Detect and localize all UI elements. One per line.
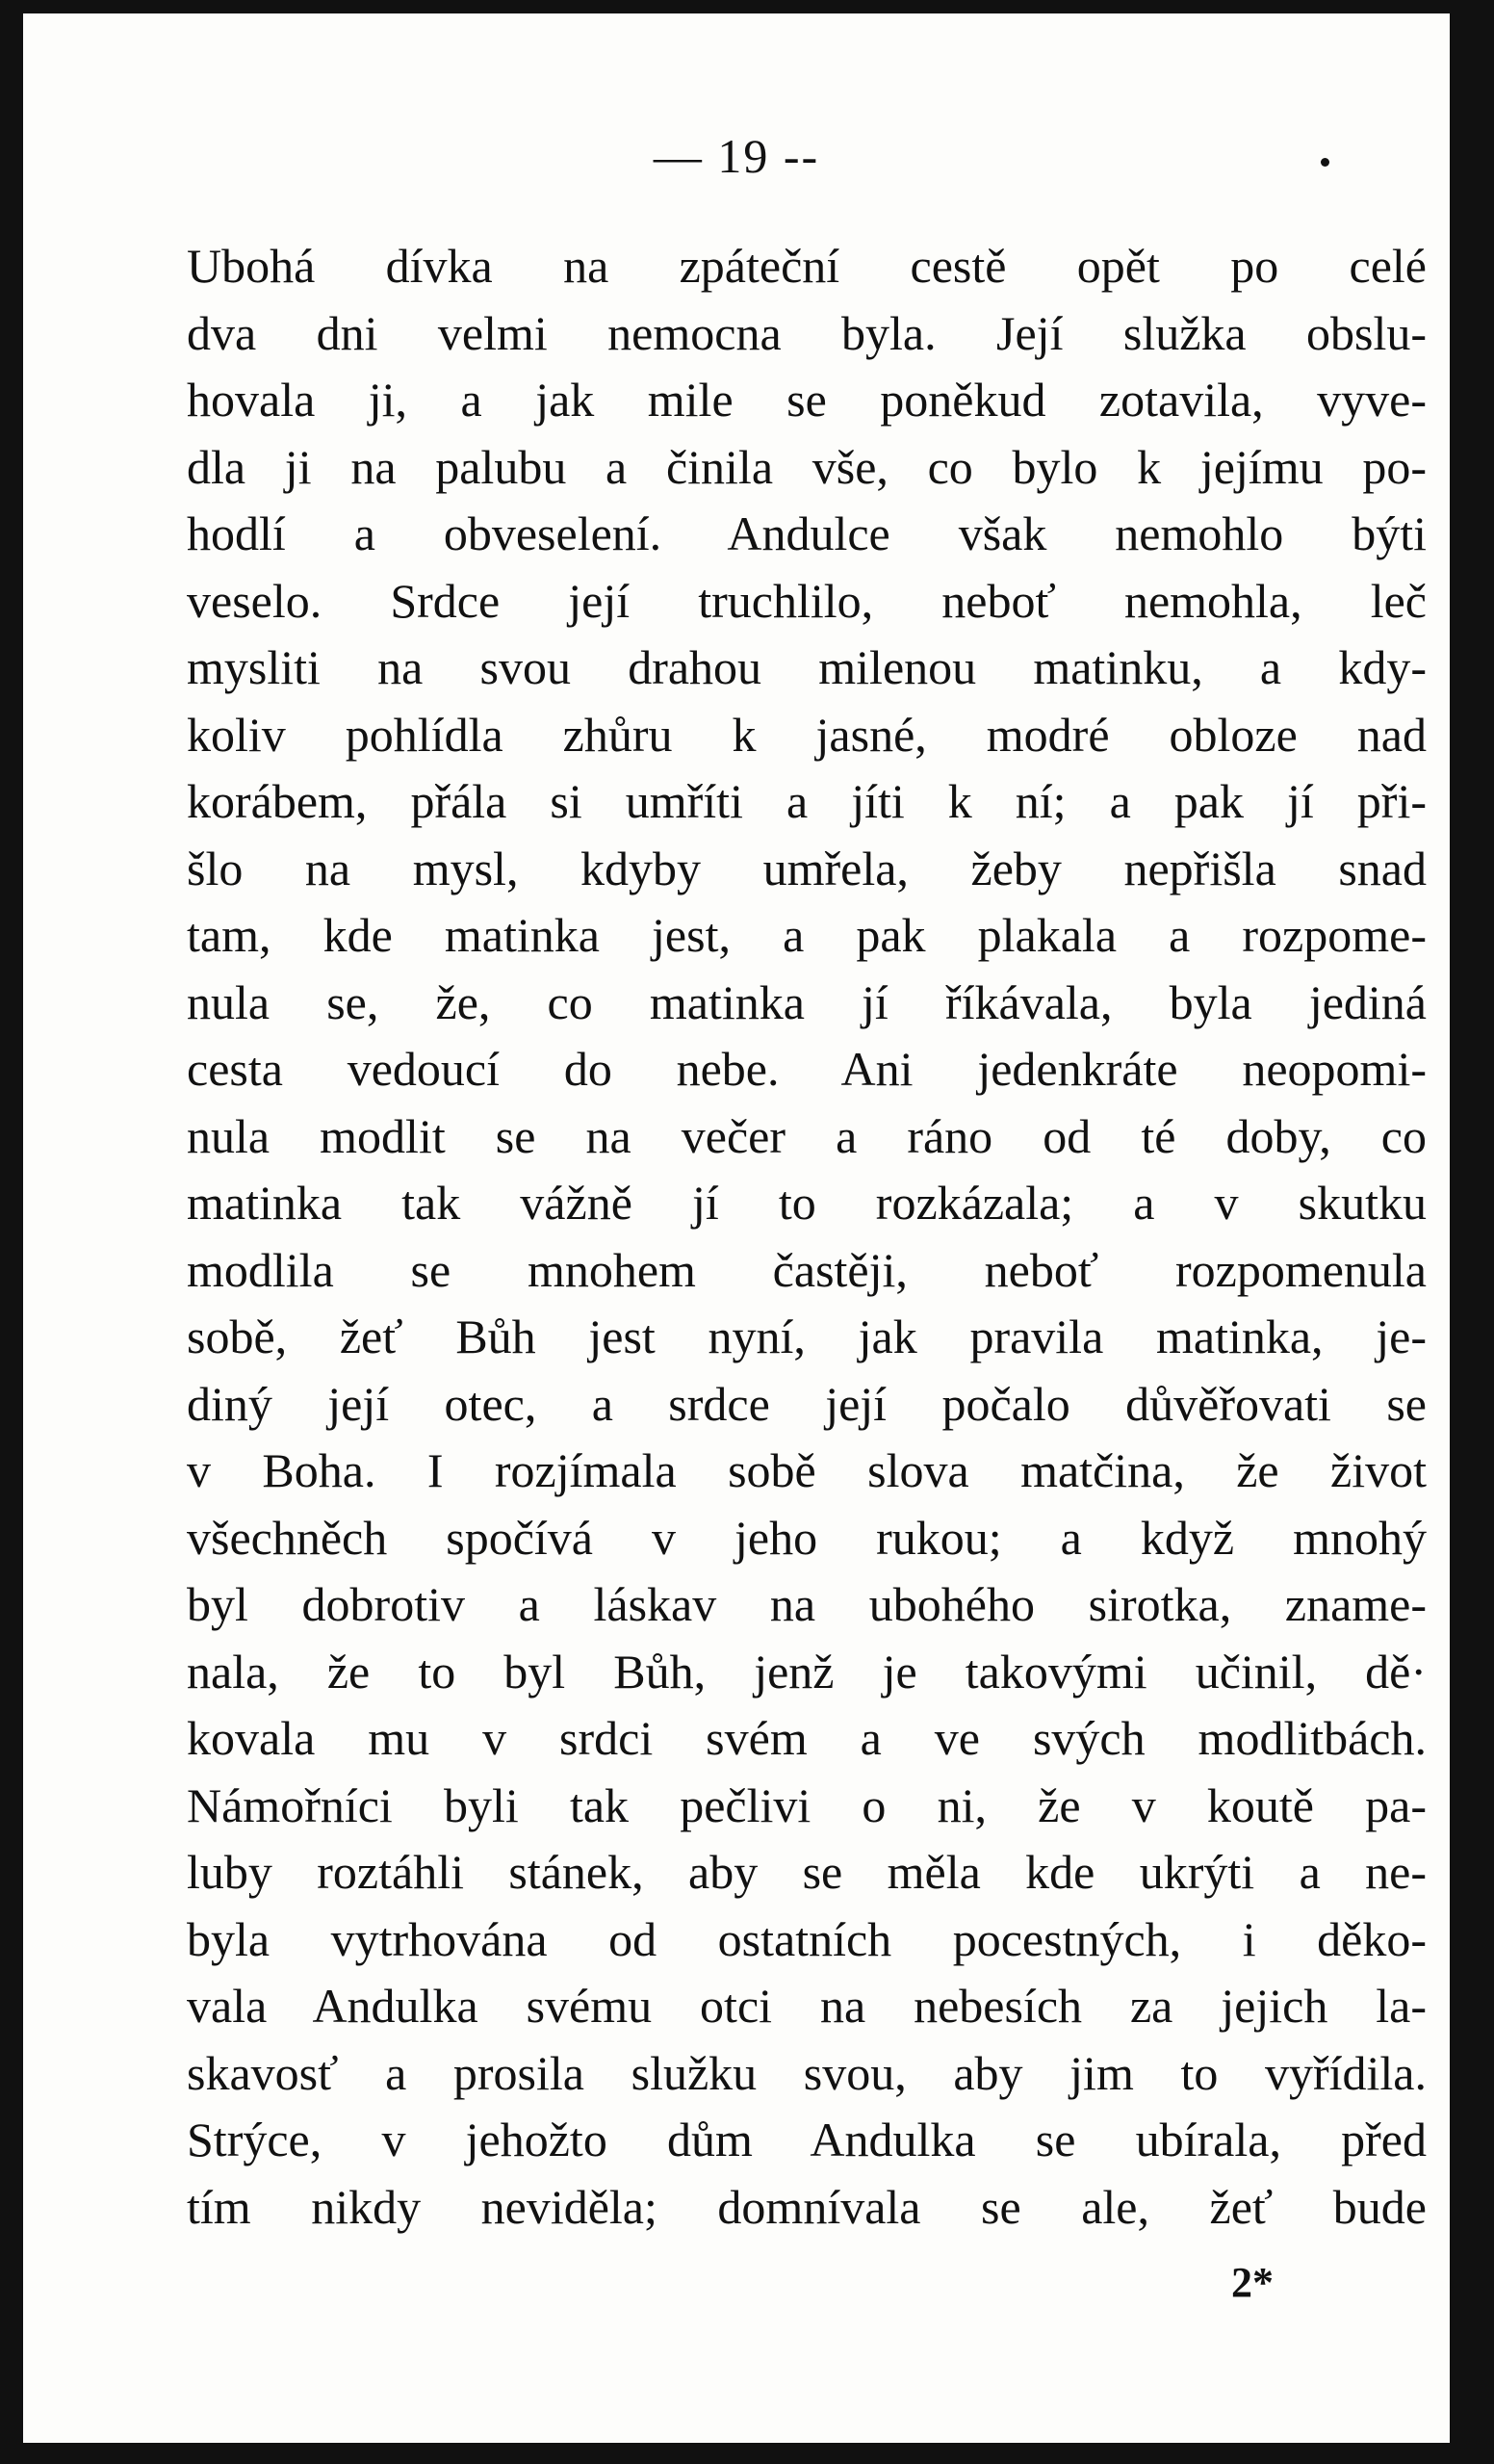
text-line: byl dobrotiv a láskav na ubohého sirotka, zname- [187, 1577, 1427, 1631]
text-line: hodlí a obveselení. Andulce však nemohlo býti [187, 506, 1427, 560]
text-line: Strýce, v jehožto dům Andulka se ubírala, před [187, 2113, 1427, 2166]
text-line: modlila se mnohem častěji, neboť rozpomenula [187, 1242, 1427, 1297]
text-line: skavosť a prosila služku svou, aby jim to vyřídila. [187, 2045, 1427, 2100]
text-line: Ubohá dívka na zpáteční cestě opět po celé [187, 239, 1427, 293]
scan-border-bottom [0, 2443, 1494, 2464]
text-line: sobě, žeť Bůh jest nyní, jak pravila matinka, je- [187, 1310, 1427, 1363]
text-line: nala, že to byl Bůh, jenž je takovými učinil, dě· [187, 1644, 1427, 1699]
text-line: tam, kde matinka jest, a pak plakala a rozpome- [187, 908, 1427, 962]
text-line: kovala mu v srdci svém a ve svých modlitbách. [187, 1711, 1427, 1765]
text-line: veselo. Srdce její truchlilo, neboť nemohla, leč [187, 573, 1427, 628]
text-line: mysliti na svou drahou milenou matinku, a kdy- [187, 640, 1427, 694]
text-line: luby roztáhli stánek, aby se měla kde ukrýti a ne- [187, 1845, 1427, 1899]
text-line: diný její otec, a srdce její počalo důvěřovati se [187, 1376, 1427, 1431]
signature-mark: 2* [1231, 2259, 1274, 2306]
text-line: matinka tak vážně jí to rozkázala; a v skutku [187, 1176, 1427, 1230]
body-text [187, 233, 1427, 2241]
text-line: dla ji na palubu a činila vše, co bylo k jejímu po- [187, 439, 1427, 494]
text-line: cesta vedoucí do nebe. Ani jedenkráte neopomi- [187, 1042, 1427, 1096]
text-line: šlo na mysl, kdyby umřela, žeby nepřišla snad [187, 841, 1427, 895]
text-line: všechněch spočívá v jeho rukou; a když mnohý [187, 1510, 1427, 1565]
text-line: Námořníci byli tak pečlivi o ni, že v koutě pa- [187, 1777, 1427, 1832]
text-line: vala Andulka svému otci na nebesích za jejich la- [187, 1979, 1427, 2033]
scan-border-right [1450, 0, 1494, 2464]
text-line: nula se, že, co matinka jí říkávala, byla jediná [187, 974, 1427, 1029]
ink-dot [1321, 158, 1329, 167]
text-line: byla vytrhována od ostatních pocestných, i děko- [187, 1911, 1427, 1966]
text-line: koliv pohlídla zhůru k jasné, modré obloze nad [187, 707, 1427, 762]
page-number: — 19 -- [653, 129, 820, 183]
scan-border-left [0, 0, 23, 2464]
text-line: hovala ji, a jak mile se poněkud zotavila, vyve- [187, 373, 1427, 427]
book-page [23, 13, 1450, 2443]
text-line: v Boha. I rozjímala sobě slova matčina, že život [187, 1443, 1427, 1497]
text-line: korábem, přála si umříti a jíti k ní; a pak jí při- [187, 774, 1427, 828]
text-line: nula modlit se na večer a ráno od té doby, co [187, 1108, 1427, 1163]
text-line: dva dni velmi nemocna byla. Její služka obslu- [187, 305, 1427, 360]
scan-border-top [0, 0, 1494, 13]
text-line: tím nikdy neviděla; domnívala se ale, žeť bude [187, 2179, 1427, 2234]
